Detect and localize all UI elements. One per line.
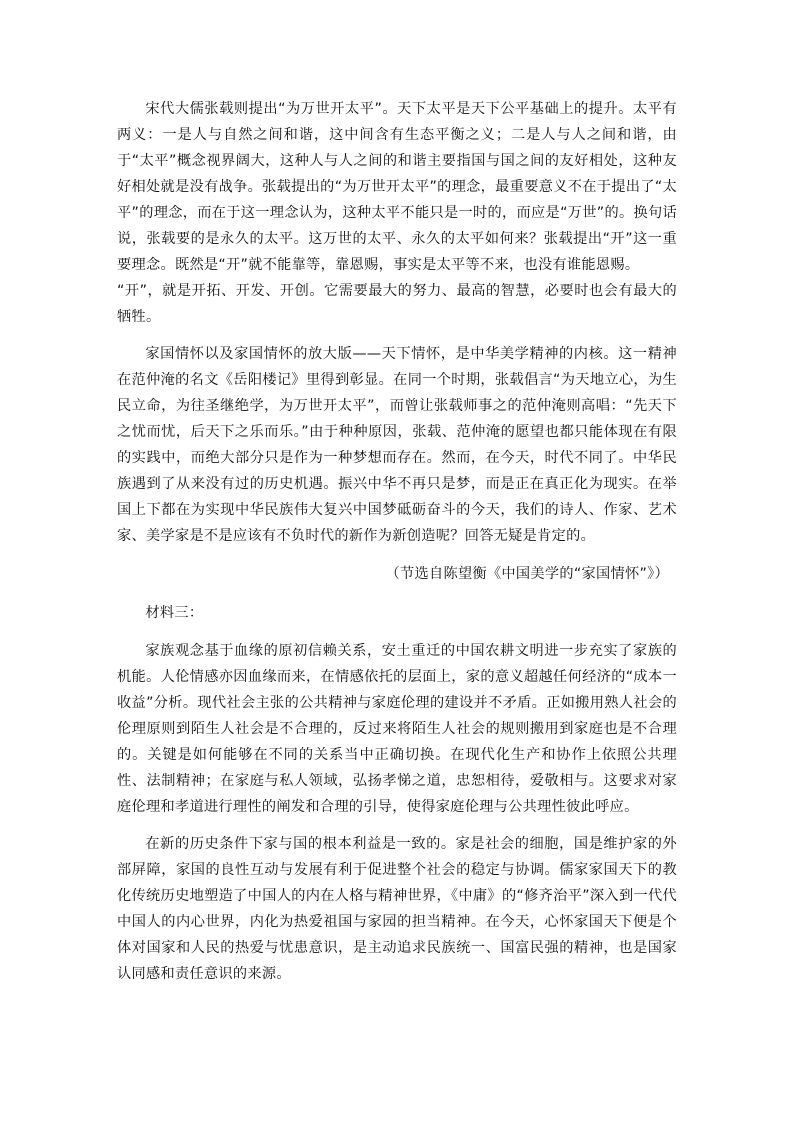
section-heading-material-three: 材料三： <box>145 605 204 621</box>
paragraph-jiaguo-qinghuai: 家国情怀以及家国情怀的放大版——天下情怀，是中华美学精神的内核。这一精神在范仲淹的名文《岳阳楼记》里得到彰显。在同一个时期，张载倡言“为天地立心，为生民立命，为往圣继绝学，为万世开太平”，而曾让张载师事之的范仲淹则高唱：“先天下之忧而忧，后天下之乐而乐。”由于种种原因，张载、范仲淹的愿望也都只能体现在有限的实践中，而绝大部分只是作为一种梦想而存在。然而，在今天，时代不同了。中华民族遇到了从来没有过的历史机遇。振兴中华不再只是梦，而是正在真正化为现实。在举国上下都在为实现中华民族伟大复兴中国梦砥砺奋斗的今天，我们的诗人、作家、艺术家、美学家是不是应该有不负时代的新作为新创造呢？回答无疑是肯定的。 <box>117 346 677 544</box>
document-page <box>117 96 677 987</box>
source-citation: （节选自陈望衡《中国美学的“家国情怀”》） <box>385 566 669 582</box>
paragraph-zhang-zai-taiping: 宋代大儒张载则提出“为万世开太平”。天下太平是天下公平基础上的提升。太平有两义：一是人与自然之间和谐，这中间含有生态平衡之义；二是人与人之间和谐，由于“太平”概念视界阔大，这种人与人之间的和谐主要指国与国之间的友好相处，这种友好相处就是没有战争。张载提出的“为万世开太平”的理念，最重要意义不在于提出了“太平”的理念，而在于这一理念认为，这种太平不能只是一时的，而应是“万世”的。换句话说，张载要的是永久的太平。这万世的太平、永久的太平如何来？张载提出“开”这一重要理念。既然是“开”就不能靠等，靠恩赐，事实是太平等不来，也没有谁能恩赐。 <box>117 101 677 273</box>
paragraph-family-and-nation: 在新的历史条件下家与国的根本利益是一致的。家是社会的细胞，国是维护家的外部屏障，家国的良性互动与发展有利于促进整个社会的稳定与协调。儒家家国天下的教化传统历史地塑造了中国人的内在人格与精神世界，《中庸》的“修齐治平”深入到一代代中国人的内心世界，内化为热爱祖国与家园的担当精神。在今天，心怀家国天下便是个体对国家和人民的热爱与忧患意识，是主动追求民族统一、国富民强的精神，也是国家认同感和责任意识的来源。 <box>117 836 677 982</box>
paragraph-family-concept: 家族观念基于血缘的原初信赖关系，安土重迁的中国农耕文明进一步充实了家族的机能。人伦情感亦因血缘而来，在情感依托的层面上，家的意义超越任何经济的“成本一收益”分析。现代社会主张的公共精神与家庭伦理的建设并不矛盾。正如搬用熟人社会的伦理原则到陌生人社会是不合理的，反过来将陌生人社会的规则搬用到家庭也是不合理的。关键是如何能够在不同的关系当中正确切换。在现代化生产和协作上依照公共理性、法制精神；在家庭与私人领域，弘扬孝悌之道，忠恕相待，爱敬相与。这要求对家庭伦理和孝道进行理性的阐发和合理的引导，使得家庭伦理与公共理性彼此呼应。 <box>117 643 677 815</box>
paragraph-kai-meaning: “开”，就是开拓、开发、开创。它需要最大的努力、最高的智慧，必要时也会有最大的牺牲。 <box>117 283 677 325</box>
